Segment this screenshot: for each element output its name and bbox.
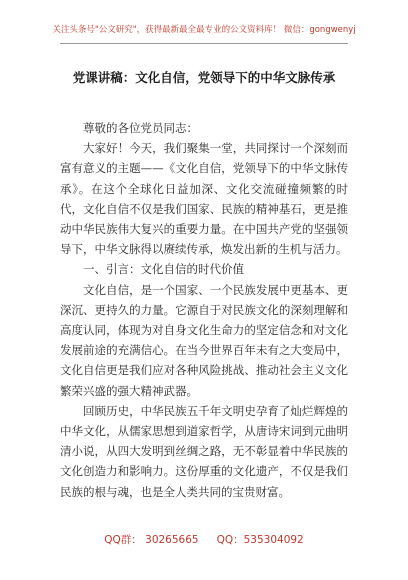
document-title: 党课讲稿：文化自信，党领导下的中华文脉传承 <box>72 70 336 85</box>
body-paragraph: 文化自信，是一个国家、一个民族发展中更基本、更深沉、更持久的力量。它源自于对民族文化的深刻理解和高度认同，体现为对自身文化生命力的坚定信念和对文化发展前途的充满信心。在当今世界百年未有之大变局中，文化自信更是我们应对各种风险挑战、推动社会主义文化繁荣兴盛的强大精神武器。 <box>60 282 348 398</box>
salutation-paragraph: 尊敬的各位党员同志： <box>83 121 198 135</box>
body-paragraph: 大家好！今天，我们聚集一堂，共同探讨一个深刻而富有意义的主题——《文化自信，党领导下的中华文脉传承》。在这个全球化日益加深、文化交流碰撞频繁的时代，文化自信不仅是我们国家、民族的精神基石，更是推动中华民族伟大复兴的重要力量。在中国共产党的坚强领导下，中华文脉得以赓续传承，焕发出新的生机与活力。 <box>60 141 348 257</box>
document-body <box>60 118 348 502</box>
header-divider <box>60 43 348 44</box>
qq-number: QQ：535304092 <box>216 534 304 546</box>
section-heading: 一、引言：文化自信的时代价值 <box>83 262 244 277</box>
body-paragraph: 回顾历史，中华民族五千年文明史孕育了灿烂辉煌的中华文化，从儒家思想到道家哲学，从唐诗宋词到元曲明清小说，从四大发明到丝绸之路，无不彰显着中华民族的文化创造力和影响力。这份厚重的文化遗产，不仅是我们民族的根与魂，也是全人类共同的宝贵财富。 <box>60 403 348 499</box>
qq-group-number: QQ群： 30265665 <box>104 534 199 546</box>
header-banner: 关注头条号"公文研究"，获得最新最全最专业的公文资料库！ 微信：gongwenyj <box>52 25 356 35</box>
footer-contact <box>0 532 408 547</box>
